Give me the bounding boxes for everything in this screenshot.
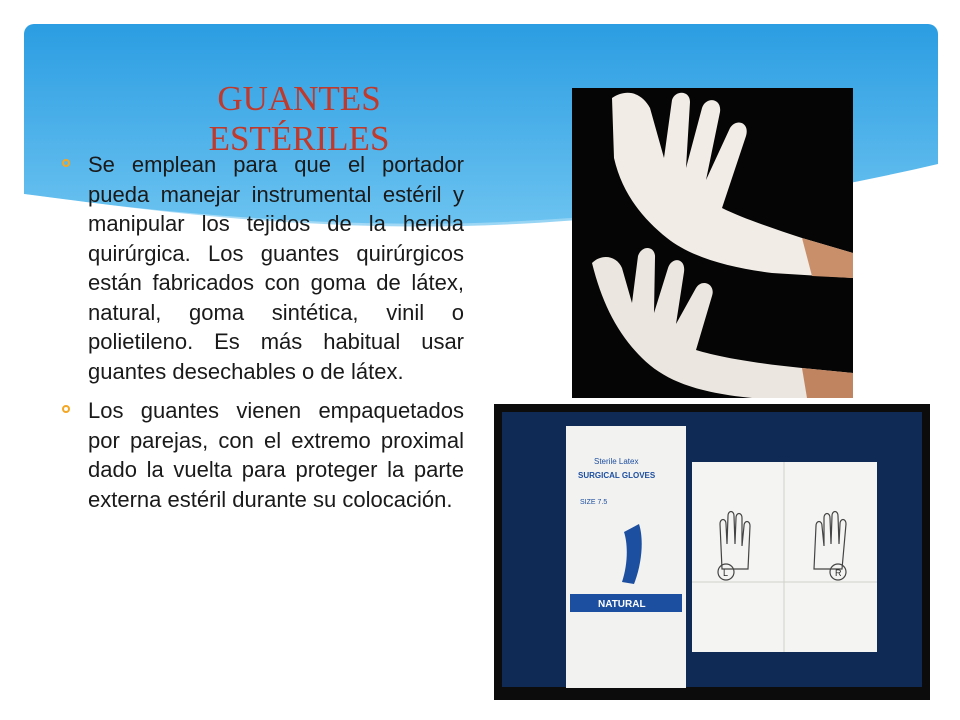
bullet-item (60, 150, 464, 386)
title-line-1: GUANTES (217, 79, 381, 118)
slide-title (164, 79, 434, 159)
gloved-hands-illustration (572, 88, 853, 398)
glove-package-illustration (494, 404, 930, 700)
hollow-circle-icon (62, 405, 70, 413)
gloves-on-hands-photo (572, 88, 853, 398)
right-glove-label: R (835, 568, 842, 578)
hollow-circle-icon (62, 159, 70, 167)
bullet-list (60, 150, 464, 524)
left-glove-label: L (723, 568, 729, 578)
package-size-text: SIZE 7.5 (580, 499, 608, 506)
glove-package-photo (494, 404, 930, 700)
package-variant-text: NATURAL (598, 599, 646, 610)
package-product-text: SURGICAL GLOVES (578, 471, 656, 480)
title-line-2: ESTÉRILES (208, 119, 390, 158)
bullet-text: Los guantes vienen empaquetados por parejas, con el extremo proximal dado la vuelta para proteger la parte externa estéril durante su colocación. (88, 398, 464, 512)
bullet-text: Se emplean para que el portador pueda manejar instrumental estéril y manipular los tejidos de la herida quirúrgica. Los guantes quirúrgicos están fabricados con goma de látex, natural, goma sintética, vinil o polietileno. Es más habitual usar guantes desechables o de látex. (88, 152, 464, 384)
bullet-item (60, 396, 464, 514)
package-brand-text: Sterile Latex (594, 457, 639, 466)
